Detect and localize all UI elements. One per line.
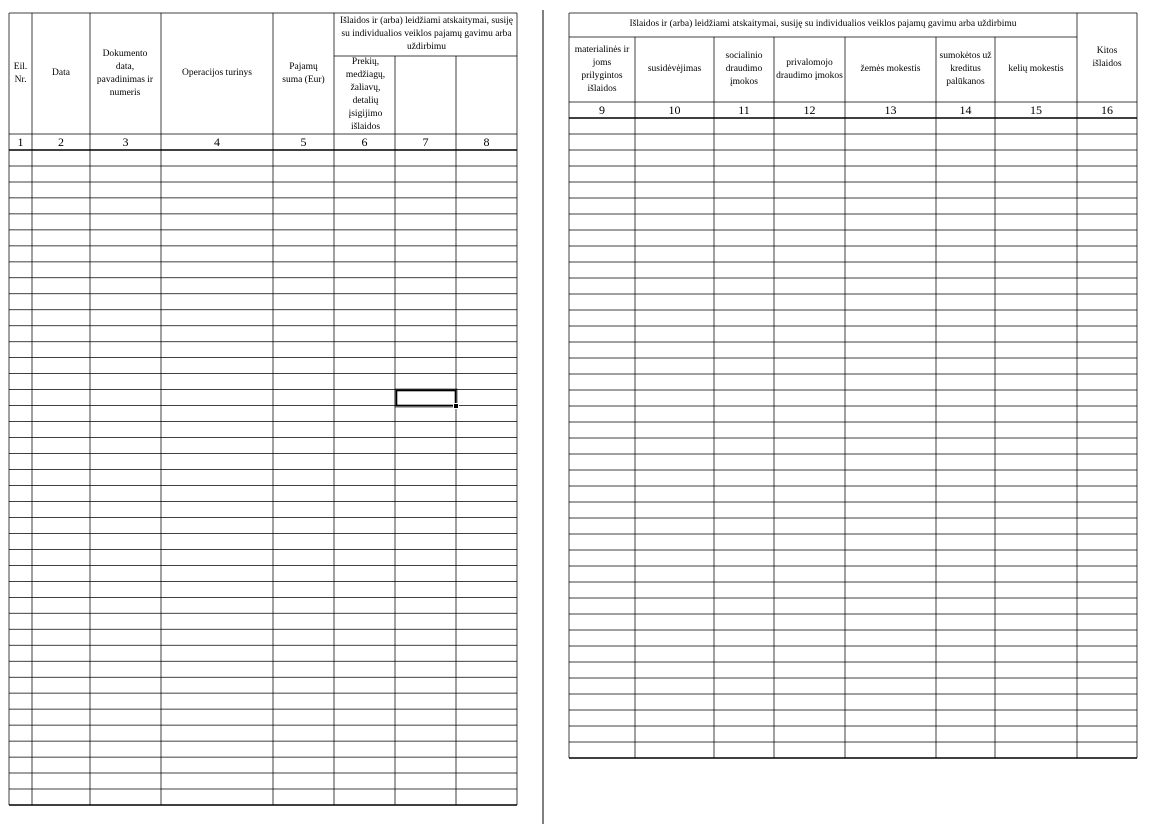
header-zemes: žemės mokestis (860, 64, 921, 74)
header-keliu: kelių mokestis (1008, 64, 1064, 74)
selected-cell[interactable] (397, 391, 456, 406)
header-data: Data (52, 68, 70, 78)
col-num-2: 2 (58, 135, 64, 149)
header-socialinio: socialinio draudimo įmokos (725, 51, 763, 87)
col-num-16: 16 (1101, 103, 1113, 117)
col-num-4: 4 (214, 135, 220, 149)
header-dokumento: Dokumento data, pavadinimas ir numeris (96, 48, 154, 98)
col-num-15: 15 (1030, 103, 1042, 117)
header-eil-nr: Eil. Nr. (13, 61, 28, 85)
col-num-11: 11 (738, 103, 750, 117)
header-sumoketos: sumokėtos už kreditus palūkanos (939, 51, 992, 87)
header-susidevejimas: susidėvėjimas (647, 64, 702, 74)
header-privalomojo: privalomojo draudimo įmokos (776, 57, 843, 81)
col-num-14: 14 (959, 103, 972, 117)
col-num-5: 5 (300, 135, 307, 149)
header-islaidos-group-left: Išlaidos ir (arba) leidžiami atskaitymai, susiję su individualios veiklos pajamų gavimu arba uždirbimu (339, 16, 514, 52)
col-num-12: 12 (803, 103, 816, 117)
header-materialines: materialinės ir joms prilygintos išlaidos (574, 44, 630, 94)
col-num-6: 6 (361, 135, 368, 149)
fill-handle[interactable] (454, 404, 459, 409)
col-num-1: 1 (17, 135, 24, 149)
header-prekiu: Prekių, medžiagų, žaliavų, detalių įsigijimo išlaidos (345, 57, 386, 132)
col-num-3: 3 (122, 135, 129, 149)
header-islaidos-group-right: Išlaidos ir (arba) leidžiami atskaitymai, susiję su individualios veiklos pajamų gavimu arba uždirbimu (629, 19, 1017, 29)
col-num-10: 10 (668, 103, 681, 117)
col-num-9: 9 (599, 103, 605, 117)
header-pajamu-suma: Pajamų suma (Eur) (282, 61, 325, 85)
header-kitos: Kitos išlaidos (1092, 45, 1122, 69)
col-num-7: 7 (422, 135, 429, 149)
col-num-8: 8 (483, 135, 490, 149)
header-operacijos: Operacijos turinys (182, 68, 252, 78)
selected-cell-outline[interactable] (395, 389, 457, 407)
col-num-13: 13 (884, 103, 897, 117)
